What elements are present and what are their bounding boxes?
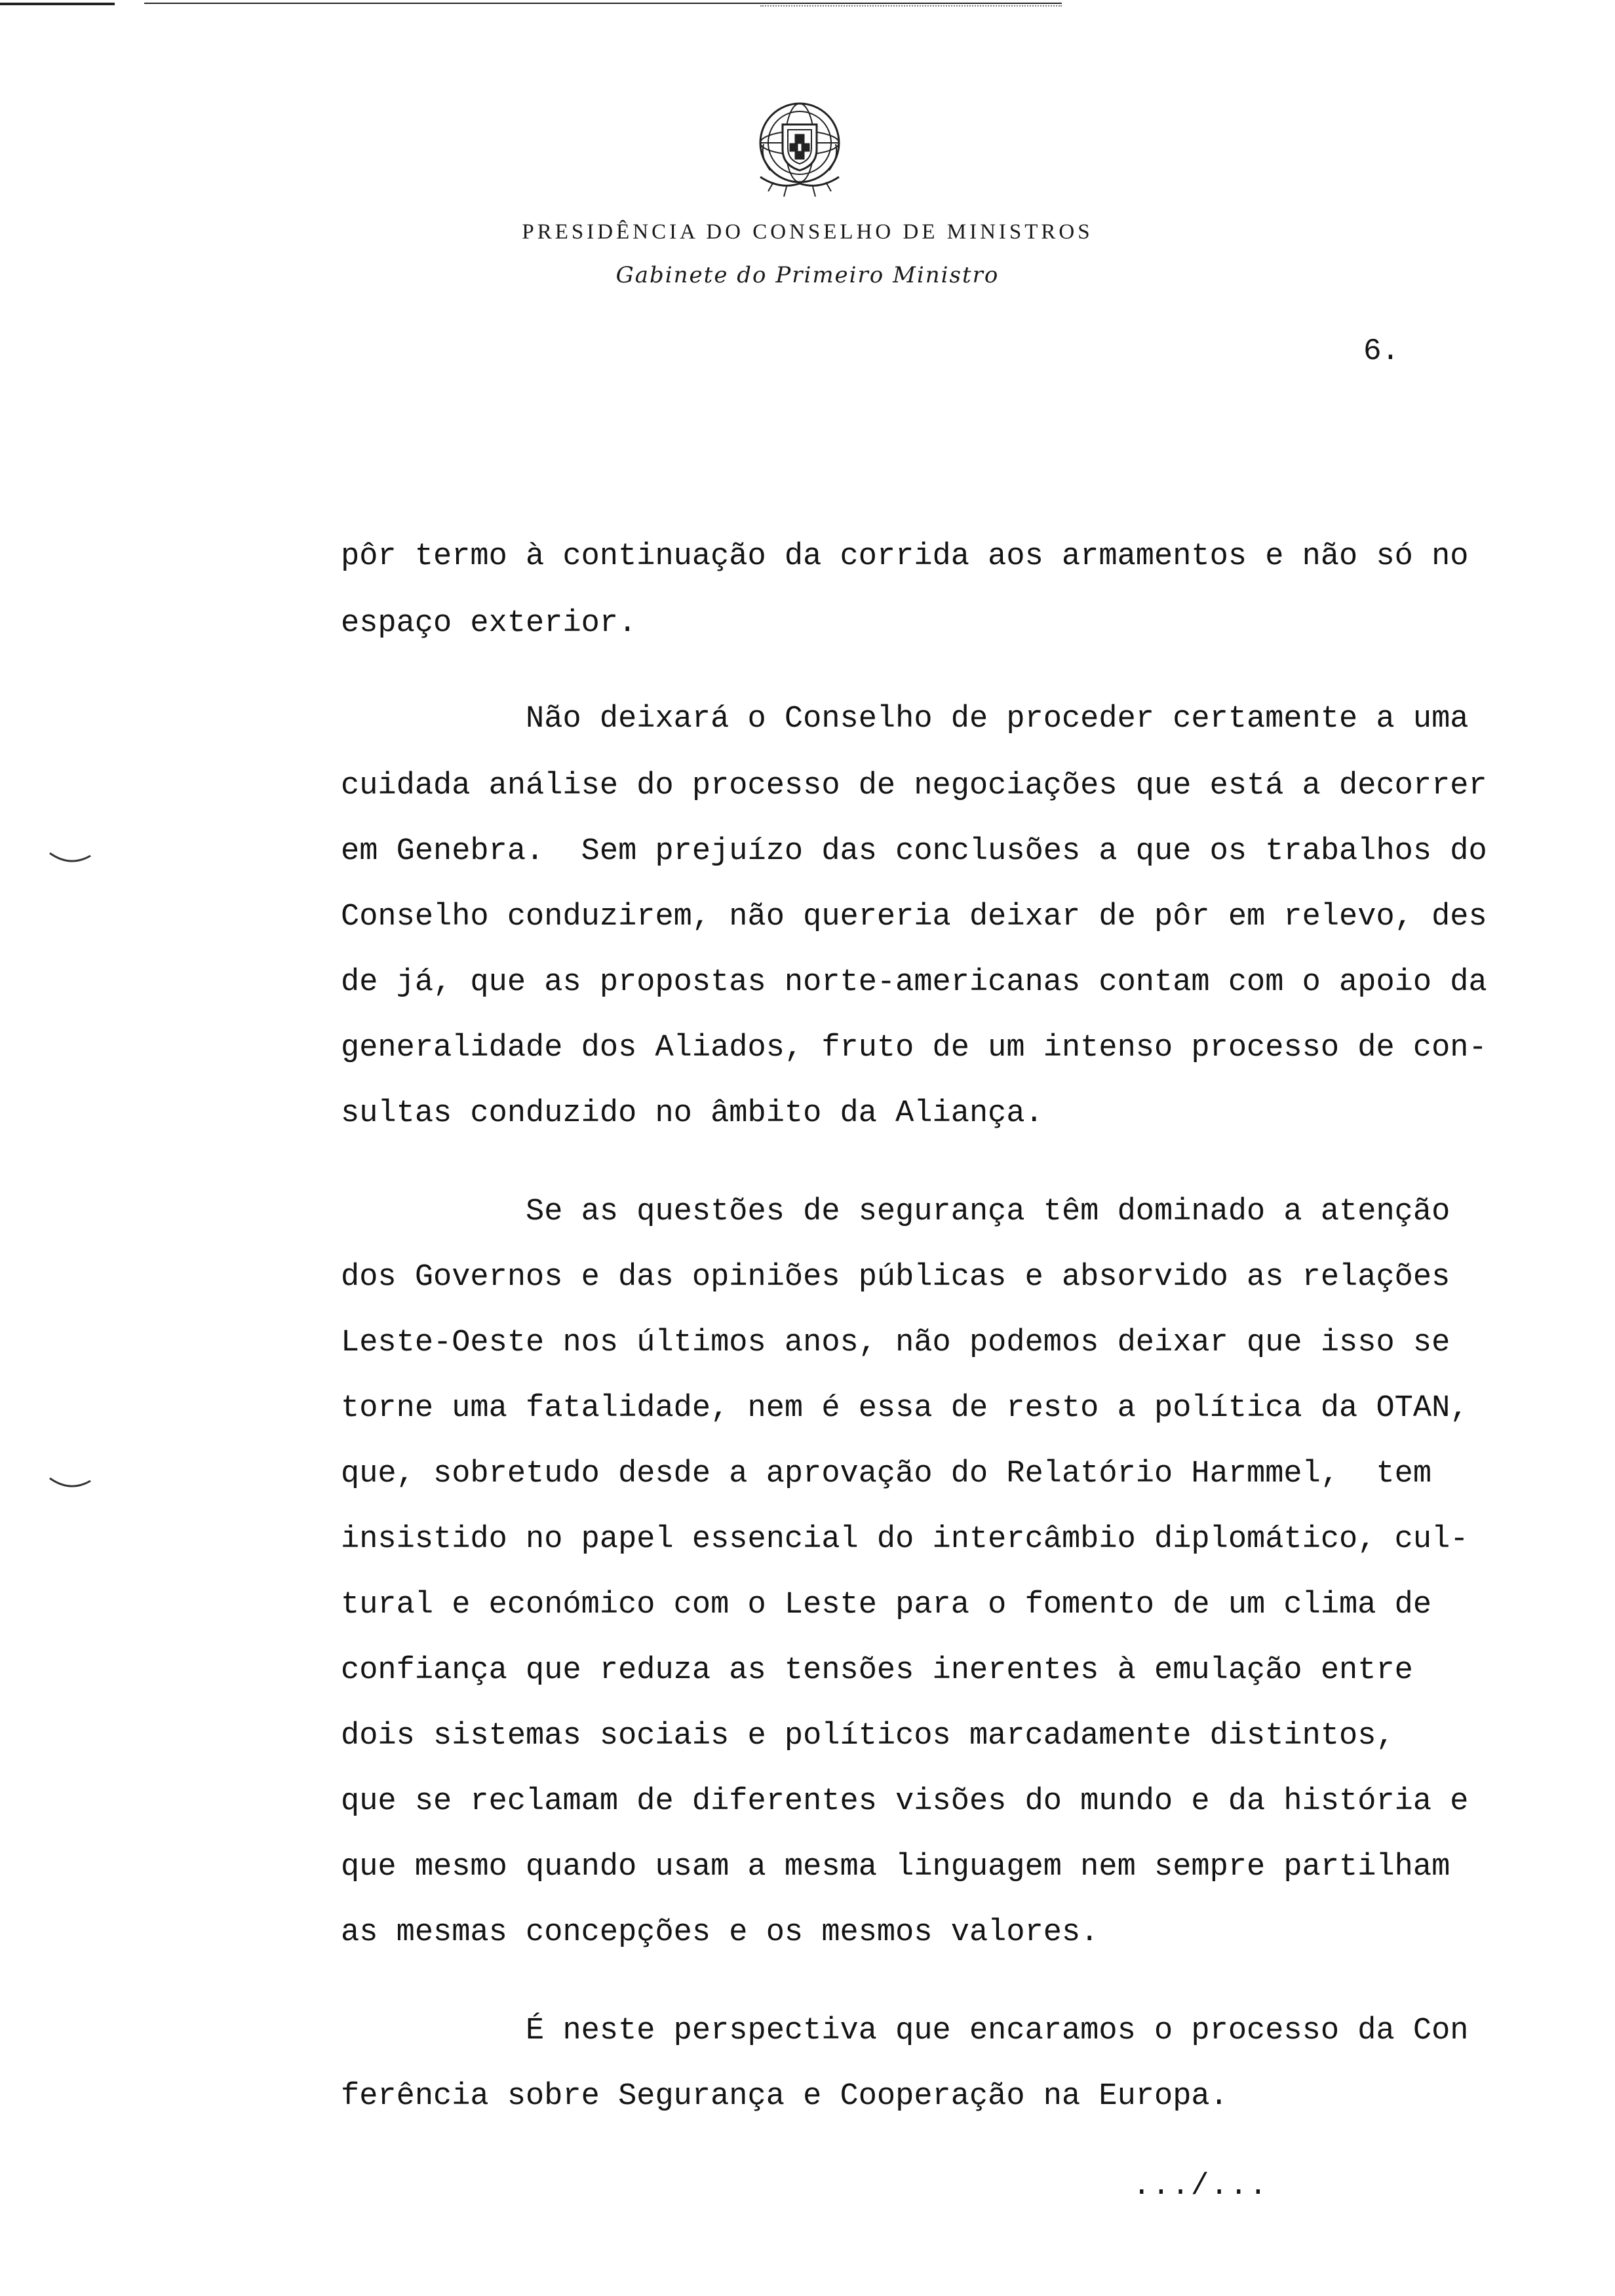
text-line: Se as questões de segurança têm dominado a atenção	[341, 1195, 1450, 1229]
text-line: sultas conduzido no âmbito da Aliança.	[341, 1096, 1043, 1131]
text-line: em Genebra. Sem prejuízo das conclusões a que os trabalhos do	[341, 834, 1487, 869]
text-line: Leste-Oeste nos últimos anos, não podemos deixar que isso se	[341, 1326, 1450, 1360]
top-edge-rule	[760, 5, 1062, 7]
text-line: que se reclamam de diferentes visões do mundo e da história e	[341, 1784, 1469, 1819]
punch-hole-mark-icon	[47, 851, 93, 866]
text-line: pôr termo à continuação da corrida aos armamentos e não só no	[341, 539, 1469, 574]
text-line: dois sistemas sociais e políticos marcadamente distintos,	[341, 1719, 1395, 1753]
text-line: torne uma fatalidade, nem é essa de resto a política da OTAN,	[341, 1391, 1469, 1426]
continuation-mark: .../...	[1133, 2169, 1269, 2203]
text-line: que, sobretudo desde a aprovação do Relatório Harmmel, tem	[341, 1457, 1432, 1491]
text-line: É neste perspectiva que encaramos o processo da Con	[341, 2014, 1469, 2048]
text-line: espaço exterior.	[341, 606, 637, 641]
text-line: que mesmo quando usam a mesma linguagem nem sempre partilham	[341, 1850, 1450, 1885]
text-line: generalidade dos Aliados, fruto de um intenso processo de con-	[341, 1031, 1487, 1065]
punch-hole-mark-icon	[47, 1476, 93, 1491]
text-line: dos Governos e das opiniões públicas e absorvido as relações	[341, 1260, 1450, 1295]
text-line: tural e económico com o Leste para o fomento de um clima de	[341, 1588, 1432, 1622]
text-line: insistido no papel essencial do intercâmbio diplomático, cul-	[341, 1522, 1469, 1557]
text-line: Conselho conduzirem, não quereria deixar de pôr em relevo, des	[341, 900, 1487, 934]
text-line: ferência sobre Segurança e Cooperação na Europa.	[341, 2079, 1228, 2114]
letterhead-subtitle: Gabinete do Primeiro Ministro	[615, 262, 1000, 288]
text-line: cuidada análise do processo de negociações que está a decorrer	[341, 769, 1487, 803]
text-line: confiança que reduza as tensões inerentes à emulação entre	[341, 1653, 1413, 1688]
top-edge-rule	[144, 3, 1062, 4]
text-line: de já, que as propostas norte-americanas contam com o apoio da	[341, 965, 1487, 1000]
page-number: 6.	[1363, 334, 1400, 368]
letterhead-title: PRESIDÊNCIA DO CONSELHO DE MINISTROS	[522, 220, 1093, 244]
portuguese-coat-of-arms-icon	[734, 92, 865, 203]
text-line: Não deixará o Conselho de proceder certamente a uma	[341, 702, 1469, 737]
text-line: as mesmas concepções e os mesmos valores.	[341, 1915, 1099, 1950]
top-edge-rule	[0, 3, 115, 5]
